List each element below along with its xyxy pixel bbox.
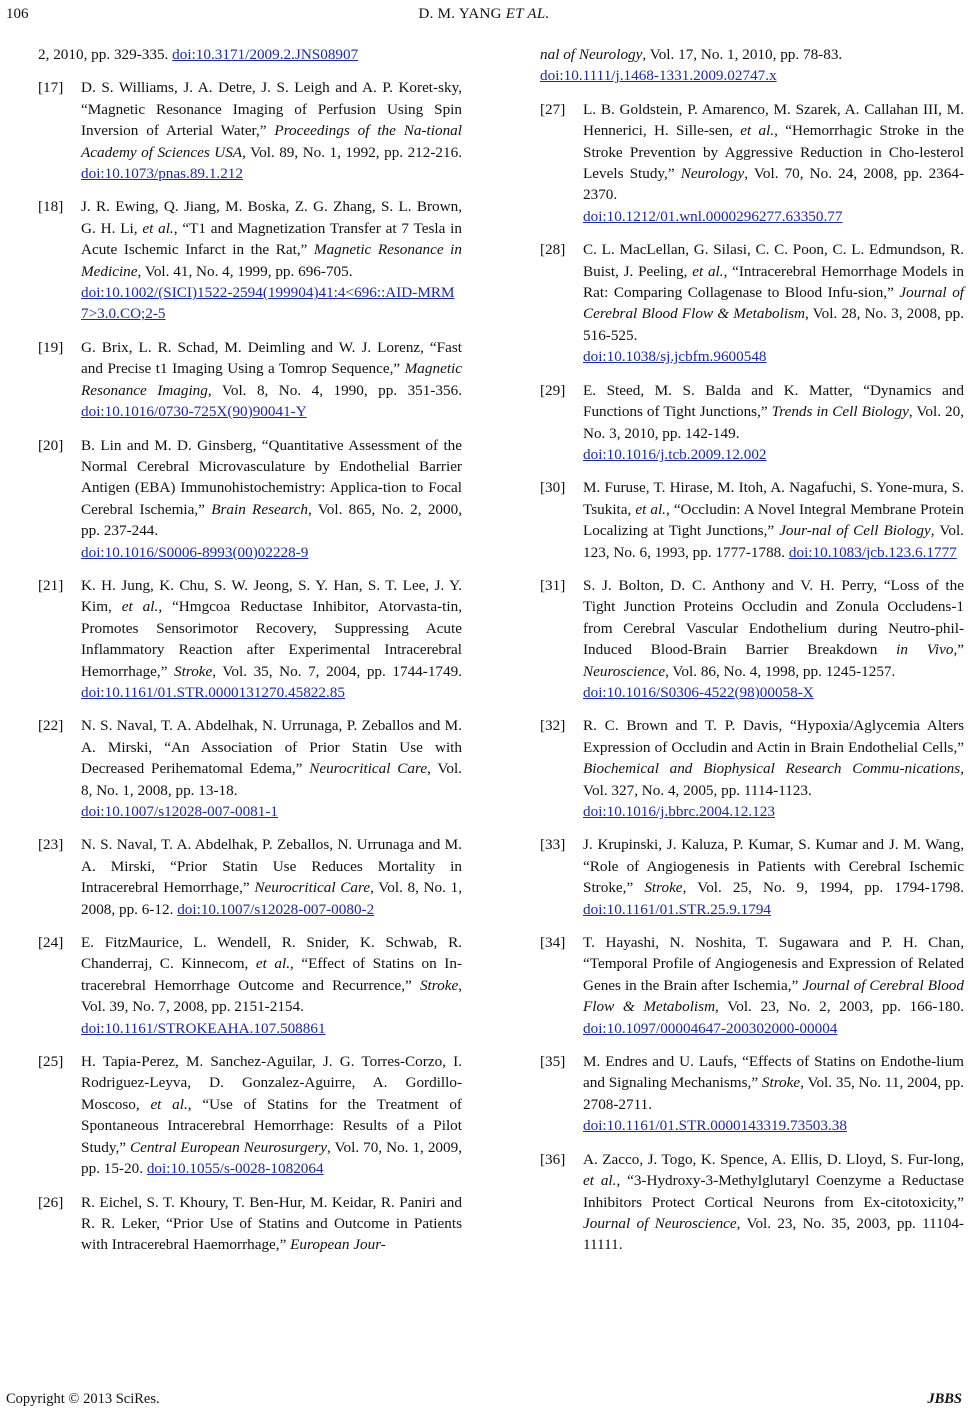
doi-link[interactable]: doi:10.1097/00004647-200302000-00004 — [583, 1019, 838, 1037]
doi-link[interactable]: doi:10.1007/s12028-007-0080-2 — [177, 900, 375, 918]
reference-text: , Vol. 8, No. 1, 2008, pp. 6-12. — [81, 879, 463, 918]
doi-link[interactable]: doi:10.1016/0730-725X(90)90041-Y — [81, 403, 307, 421]
doi-link[interactable]: doi:10.1038/sj.jcbfm.9600548 — [583, 348, 767, 366]
reference-text: J. Krupinski, J. Kaluza, P. Kumar, S. Kumar and J. M. Wang, “Role of Angiogenesis in Patients with Cerebral Ischemic Stroke,” — [583, 836, 964, 897]
reference-entry — [540, 239, 964, 367]
copyright-notice: Copyright © 2013 SciRes. — [6, 1391, 160, 1407]
reference-italic-text: Stroke — [174, 662, 213, 680]
reference-italic-text: European Jour- — [290, 1236, 386, 1254]
reference-italic-text: Central European Neurosurgery — [130, 1138, 327, 1156]
reference-text: , “Hmgcoa Reductase Inhibitor, Atorvasta-tin, Promotes Sensorimotor Recovery, Suppressing Acute Inflammatory Reaction after Experimental Intracerebral Hemorrhage,” — [81, 598, 462, 680]
doi-link[interactable]: doi:10.1073/pnas.89.1.212 — [81, 165, 243, 183]
reference-text: , Vol. 70, No. 1, 2009, pp. 15-20. — [81, 1138, 463, 1178]
reference-entry — [540, 1149, 964, 1256]
doi-link[interactable]: doi:10.1016/S0306-4522(98)00058-X — [583, 683, 814, 701]
doi-link[interactable]: doi:10.1161/01.STR.0000131270.45822.85 — [81, 683, 345, 701]
reference-entry — [38, 435, 462, 563]
reference-text: G. Brix, L. R. Schad, M. Deimling and W. J. Lorenz, “Fast and Precise t1 Imaging Using a Tomrop Sequence,” — [81, 338, 462, 378]
doi-link[interactable]: doi:10.1083/jcb.123.6.1777 — [788, 543, 957, 561]
running-head-authors: D. M. YANG — [418, 6, 502, 22]
reference-text: , Vol. 17, No. 1, 2010, pp. 78-83. — [642, 46, 843, 63]
reference-entry — [38, 575, 462, 703]
reference-text: , Vol. 70, No. 24, 2008, pp. 2364-2370. — [583, 165, 964, 204]
reference-number: [17] — [38, 79, 64, 97]
reference-italic-text: et al. — [255, 955, 291, 973]
references-right-column — [540, 44, 964, 1268]
reference-italic-text: et al. — [150, 1095, 188, 1113]
reference-number: [20] — [38, 436, 64, 454]
reference-italic-text: Journal of Neuroscience — [583, 1214, 737, 1232]
reference-number: [22] — [38, 717, 64, 735]
reference-text: , Vol. 20, No. 3, 2010, pp. 142-149. — [583, 403, 964, 442]
reference-number: [24] — [38, 934, 64, 952]
doi-link[interactable]: doi:10.1016/j.tcb.2009.12.002 — [583, 445, 767, 463]
reference-italic-text: Stroke — [761, 1074, 801, 1092]
reference-text: , Vol. 89, No. 1, 1992, pp. 212-216. — [242, 143, 462, 161]
reference-entry — [38, 1051, 462, 1179]
reference-number: [27] — [540, 100, 566, 118]
reference-italic-text: Neuroscience — [583, 662, 666, 680]
reference-text: L. B. Goldstein, P. Amarenco, M. Szarek, A. Callahan III, M. Hennerici, H. Sille-sen, — [583, 100, 964, 140]
reference-text: , “Effect of Statins on In-tracerebral Hemorrhage Outcome and Recurrence,” — [81, 955, 462, 994]
reference-entry — [38, 715, 462, 822]
reference-text: M. Furuse, T. Hirase, M. Itoh, A. Nagafuchi, S. Yone-mura, S. Tsukita, — [583, 479, 964, 518]
reference-number: [29] — [540, 381, 566, 399]
reference-text: S. J. Bolton, D. C. Anthony and V. H. Perry, “Loss of the Tight Junction Proteins Occludin and Zonula Occludens-1 from Cerebral Vascular Endothelium during Neutro-phil-Induced Blood-Brain Barrier Breakdown — [583, 576, 964, 659]
doi-link[interactable]: doi:10.1161/01.STR.0000143319.73503.38 — [583, 1117, 847, 1135]
reference-entry — [540, 99, 964, 227]
reference-italic-text: Magnetic Resonance in Medicine — [81, 241, 462, 280]
reference-italic-text: Neurocritical Care — [254, 879, 371, 897]
reference-text: , Vol. 23, No. 2, 2003, pp. 166-180. — [715, 998, 965, 1016]
reference-italic-text: et al. — [121, 598, 159, 616]
reference-text: 2, 2010, pp. 329-335. — [38, 46, 173, 63]
reference-entry — [540, 380, 964, 466]
reference-italic-text: Stroke — [419, 976, 459, 994]
reference-italic-text: Neurology — [680, 165, 745, 183]
reference-text: K. H. Jung, K. Chu, S. W. Jeong, S. Y. Han, S. T. Lee, J. Y. Kim, — [81, 576, 462, 616]
reference-text: , “3-Hydroxy-3-Methylglutaryl Coenzyme a Reductase Inhibitors Protect Cortical Neurons from Ex-citotoxicity,” — [583, 1172, 964, 1211]
reference-text: E. Steed, M. S. Balda and K. Matter, “Dynamics and Functions of Tight Junctions,” — [583, 381, 964, 421]
reference-italic-text: et al. — [635, 500, 666, 518]
reference-entry — [540, 1051, 964, 1137]
reference-text: E. FitzMaurice, L. Wendell, R. Snider, K. Schwab, R. Chanderraj, C. Kinnecom, — [81, 934, 462, 973]
reference-italic-text: et al. — [142, 219, 174, 237]
reference-text: H. Tapia-Perez, M. Sanchez-Aguilar, J. G. Torres-Corzo, I. Rodriguez-Leyva, D. Gonzalez-Aguirre, A. Gordillo-Moscoso, — [81, 1053, 462, 1113]
reference-number: [31] — [540, 576, 566, 594]
reference-number: [36] — [540, 1150, 566, 1168]
doi-link[interactable]: doi:10.1161/STROKEAHA.107.508861 — [81, 1019, 326, 1037]
reference-number: [35] — [540, 1053, 566, 1071]
doi-link[interactable]: doi:10.1016/j.bbrc.2004.12.123 — [583, 803, 775, 820]
reference-italic-text: Journal of Cerebral Blood Flow & Metabolism — [583, 284, 965, 323]
reference-number: [25] — [38, 1053, 64, 1071]
reference-text: , Vol. 8, No. 1, 2008, pp. 13-18. — [81, 760, 462, 799]
reference-continuation — [38, 44, 462, 65]
reference-text: J. R. Ewing, Q. Jiang, M. Boska, Z. G. Zhang, S. L. Brown, G. H. Li, — [81, 198, 462, 237]
reference-entry — [38, 337, 462, 423]
reference-text: A. Zacco, J. Togo, K. Spence, A. Ellis, D. Lloyd, S. Fur-long, — [583, 1150, 964, 1168]
reference-number: [18] — [38, 198, 64, 216]
doi-link[interactable]: doi:10.1111/j.1468-1331.2009.02747.x — [540, 67, 777, 85]
reference-entry — [540, 932, 964, 1039]
reference-italic-text: et al. — [692, 262, 724, 280]
reference-number: [33] — [540, 836, 566, 854]
reference-continuation — [540, 44, 964, 87]
reference-text: B. Lin and M. D. Ginsberg, “Quantitative Assessment of the Normal Cerebral Microvasculature by Endothelial Barrier Antigen (EBA) Immunohistochemistry: Applica-tion to Focal Cerebral Ischemia,” — [81, 436, 462, 518]
reference-entry — [540, 477, 964, 563]
reference-italic-text: Jour-nal of Cell Biology — [779, 522, 931, 540]
page-number: 106 — [6, 6, 29, 22]
reference-number: [19] — [38, 338, 64, 356]
doi-link[interactable]: doi:10.3171/2009.2.JNS08907 — [172, 46, 359, 63]
reference-text: , Vol. 35, No. 11, 2004, pp. 2708-2711. — [583, 1074, 964, 1113]
reference-text: , “Hemorrhagic Stroke in the Stroke Prevention by Aggressive Reduction in Cho-lesterol Levels Study,” — [583, 122, 964, 183]
reference-entry — [38, 77, 462, 184]
doi-link[interactable]: doi:10.1002/(SICI)1522-2594(199904)41:4<696::AID-MRM7>3.0.CO;2-5 — [81, 284, 455, 323]
reference-text: , Vol. 86, No. 4, 1998, pp. 1245-1257. — [665, 662, 896, 680]
doi-link[interactable]: doi:10.1016/S0006-8993(00)02228-9 — [81, 543, 309, 561]
reference-number: [23] — [38, 836, 64, 854]
reference-entry — [540, 834, 964, 920]
reference-number: [28] — [540, 241, 566, 259]
doi-link[interactable]: doi:10.1055/s-0028-1082064 — [146, 1160, 324, 1178]
reference-text: R. C. Brown and T. P. Davis, “Hypoxia/Aglycemia Alters Expression of Occludin and Actin in Brain Endothelial Cells,” — [583, 717, 964, 756]
reference-text: , “Intracerebral Hemorrhage Models in Rat: Comparing Collagenase to Blood Infu-sion,” — [583, 262, 964, 302]
reference-text: , Vol. 39, No. 7, 2008, pp. 2151-2154. — [81, 976, 462, 1016]
reference-entry — [38, 834, 462, 920]
page-header — [0, 6, 968, 28]
reference-text: , Vol. 28, No. 3, 2008, pp. 516-525. — [583, 305, 964, 344]
reference-italic-text: Trends in Cell Biology — [771, 403, 909, 421]
reference-entry — [38, 932, 462, 1039]
doi-link[interactable]: doi:10.1212/01.wnl.0000296277.63350.77 — [583, 207, 843, 225]
reference-text: , Vol. 865, No. 2, 2000, pp. 237-244. — [81, 500, 462, 540]
reference-italic-text: Stroke — [644, 879, 683, 897]
reference-italic-text: Proceedings of the Na-tional Academy of Sciences USA — [81, 122, 462, 161]
reference-italic-text: in Vivo — [896, 641, 954, 659]
reference-text: T. Hayashi, N. Noshita, T. Sugawara and P. H. Chan, “Temporal Profile of Angiogenesis and Expression of Related Genes in the Brain after Ischemia,” — [583, 934, 964, 994]
doi-link[interactable]: doi:10.1161/01.STR.25.9.1794 — [583, 900, 772, 918]
reference-italic-text: Neurocritical Care — [309, 760, 428, 778]
reference-text: , Vol. 41, No. 4, 1999, pp. 696-705. — [137, 262, 353, 280]
reference-text: , Vol. 327, No. 4, 2005, pp. 1114-1123. — [583, 760, 964, 799]
references-left-column — [38, 44, 462, 1268]
reference-text: , “Use of Statins for the Treatment of Spontaneous Intracerebral Hemorrhage: Results of a Pilot Study,” — [81, 1095, 462, 1156]
reference-text: ,” — [953, 641, 964, 659]
reference-italic-text: Journal of Cerebral Blood Flow & Metabolism — [583, 976, 964, 1016]
reference-text: , “T1 and Magnetization Transfer at 7 Tesla in Acute Ischemic Infarct in the Rat,” — [81, 219, 462, 259]
reference-number: [32] — [540, 717, 566, 735]
reference-text: C. L. MacLellan, G. Silasi, C. C. Poon, C. L. Edmundson, R. Buist, J. Peeling, — [583, 241, 964, 280]
reference-number: [21] — [38, 576, 64, 594]
reference-text: D. S. Williams, J. A. Detre, J. S. Leigh and A. P. Koret-sky, “Magnetic Resonance Imaging of Perfusion Using Spin Inversion of Arterial Water,” — [81, 79, 462, 140]
reference-text: , Vol. 8, No. 4, 1990, pp. 351-356. — [207, 381, 462, 399]
journal-abbrev: JBBS — [927, 1391, 962, 1407]
reference-text: N. S. Naval, T. A. Abdelhak, N. Urrunaga, P. Zeballos and M. A. Mirski, “An Association of Prior Statin Use with Decreased Perihematomal Edema,” — [81, 717, 462, 778]
reference-italic-text: et al. — [583, 1172, 617, 1190]
reference-text: , Vol. 35, No. 7, 2004, pp. 1744-1749. — [212, 662, 462, 680]
reference-entry — [540, 715, 964, 822]
reference-text: , Vol. 25, No. 9, 1994, pp. 1794-1798. — [682, 879, 964, 897]
reference-text: , Vol. 23, No. 35, 2003, pp. 11104-11111. — [583, 1214, 964, 1254]
reference-entry — [38, 1192, 462, 1256]
reference-text: R. Eichel, S. T. Khoury, T. Ben-Hur, M. Keidar, R. Paniri and R. R. Leker, “Prior Use of Statins and Outcome in Patients with Intracerebral Haemorrhage,” — [81, 1193, 462, 1254]
reference-italic-text: nal of Neurology — [540, 46, 643, 63]
reference-number: [26] — [38, 1193, 64, 1211]
reference-number: [34] — [540, 934, 566, 952]
running-head — [0, 6, 968, 23]
reference-number: [30] — [540, 479, 566, 497]
reference-italic-text: et al. — [740, 122, 775, 140]
running-head-etal: ET AL. — [505, 6, 550, 22]
reference-text: M. Endres and U. Laufs, “Effects of Statins on Endothe-lium and Signaling Mechanisms,” — [583, 1053, 964, 1092]
reference-italic-text: Biochemical and Biophysical Research Commu-nications — [583, 760, 961, 778]
reference-text: , “Occludin: A Novel Integral Membrane Protein Localizing at Tight Junctions,” — [583, 500, 964, 540]
reference-entry — [540, 575, 964, 703]
reference-italic-text: Brain Research — [211, 500, 308, 518]
reference-text: N. S. Naval, T. A. Abdelhak, P. Zeballos, N. Urrunaga and M. A. Mirski, “Prior Statin Use Reduces Mortality in Intracerebral Hemorrhage,” — [81, 836, 462, 897]
reference-text: , Vol. 123, No. 6, 1993, pp. 1777-1788. — [583, 522, 964, 561]
reference-entry — [38, 196, 462, 324]
doi-link[interactable]: doi:10.1007/s12028-007-0081-1 — [81, 803, 279, 820]
reference-italic-text: Magnetic Resonance Imaging — [81, 360, 462, 399]
